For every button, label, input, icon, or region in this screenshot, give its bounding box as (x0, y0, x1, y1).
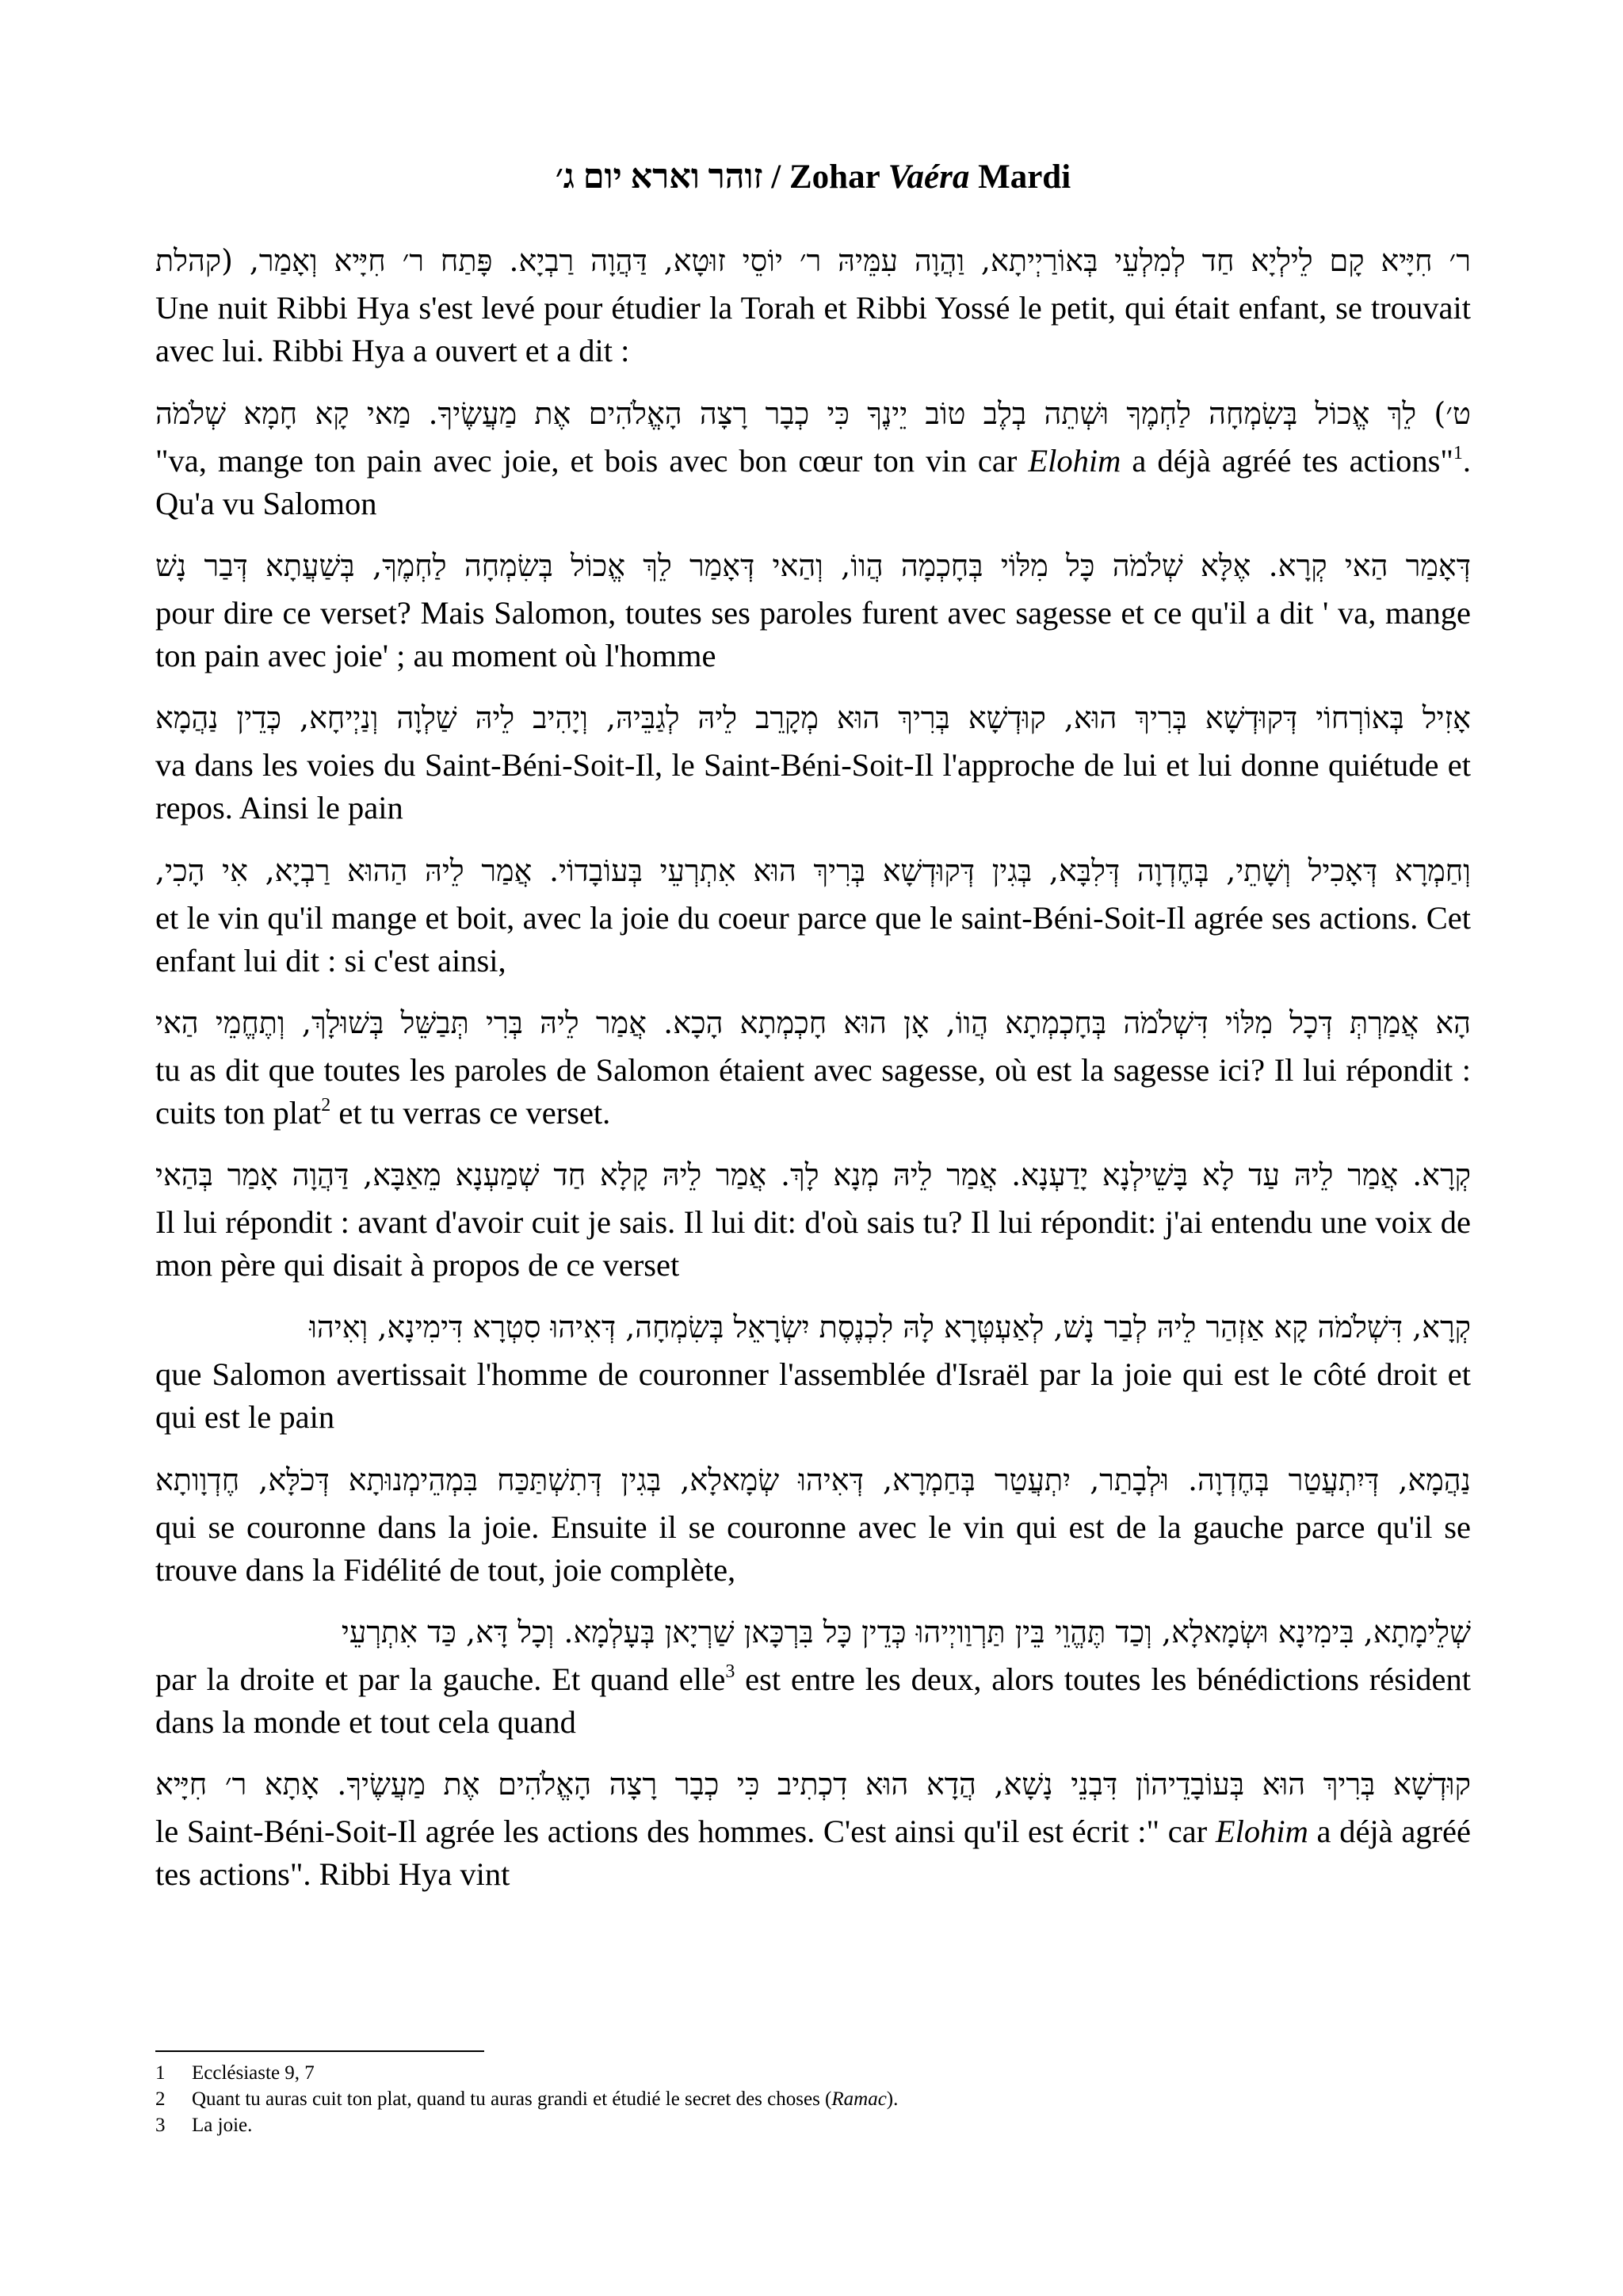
french-translation: et le vin qu'il mange et boit, avec la joie du coeur parce que le saint-Béni-Soit-Il agrée ses actions. Cet enfant lui dit : si c'est ainsi, (155, 900, 1471, 978)
french-text: par la droite et par la gauche. Et quand elle (155, 1661, 726, 1697)
footnote-3 (155, 2112, 1471, 2138)
french-text: "va, mange ton pain avec joie, et bois avec bon cœur ton vin car (155, 443, 1029, 479)
paragraph-8 (155, 1304, 1471, 1439)
footnote-text: Ecclésiaste 9, 7 (192, 2062, 315, 2084)
footnote-ref[interactable]: 3 (725, 1661, 735, 1682)
paragraph-6 (155, 1000, 1471, 1135)
paragraph-1 (155, 238, 1471, 372)
hebrew-line: נַהֲמָא, דְּיִתְעֲטַר בְּחֶדְוָה. וּלְבָתַר, יִתְעֲטַר בְּחַמְרָא, דְּאִיהוּ שְׂמָאלָא, בְּגִין דְּתִשְׁתַּכַּח בִּמְהֵימְנוּתָא דְּכֹלָּא, חֶדְוָותָא (155, 1463, 1471, 1497)
footnotes (155, 2060, 1471, 2138)
footnote-number: 2 (155, 2088, 166, 2110)
french-text: a déjà agréé tes actions" (1121, 443, 1453, 479)
footnote-2 (155, 2086, 1471, 2112)
french-text: et tu verras ce verset. (330, 1095, 611, 1131)
paragraph-10 (155, 1609, 1471, 1744)
hebrew-line: הָא אֲמַרְתְּ דְּכָל מִלּוֹי דִּשְׁלֹמֹה בְּחָכְמְתָא הֲווֹ, אָן הוּא חָכְמְתָא הָכָא. אֲמַר לֵיהּ בְּרִי תְּבַשֵּׁל בְּשׁוּלָךְ, וְתֶחֱמֵי הַאי (155, 1005, 1471, 1040)
paragraph-2 (155, 391, 1471, 525)
footnote-number: 1 (155, 2062, 166, 2084)
hebrew-line: קְרָא, דִּשְׁלֹמֹה קָא אַזְהַר לֵיהּ לְבַר נָשׁ, לְאַעְטְּרָא לָהּ לִכְנֶסֶת יִשְׂרָאֵל בְּשִׂמְחָה, דְּאִיהוּ סִטְרָא דִּימִינָא, וְאִיהוּ (309, 1310, 1471, 1344)
french-text: tu as dit que toutes les paroles de Salomon étaient avec sagesse, où est la sagesse ici? Il lui répondit : cuits ton plat (155, 1052, 1471, 1131)
document-page (155, 0, 1471, 2296)
french-translation: qui se couronne dans la joie. Ensuite il se couronne avec le vin qui est de la gauche parce qu'il se trouve dans la Fidélité de tout, joie complète, (155, 1509, 1471, 1588)
hebrew-line: ט׳) לֵךְ אֱכוֹל בְּשִׂמְחָה לַחְמֶךָ וּשְׁתֵה בְלֶב טוֹב יֵינֶךָ כִּי כְבָר רָצָה הָאֱלֹהִים אֶת מַעֲשֶׂיךָ. מַאי קָא חָמָא שְׁלֹמֹה (155, 396, 1471, 431)
paragraph-4 (155, 695, 1471, 830)
french-text: a déjà agréé tes actions". Ribbi Hya vint (155, 1814, 1471, 1892)
french-translation: va dans les voies du Saint-Béni-Soit-Il, le Saint-Béni-Soit-Il l'approche de lui et lui donne quiétude et repos. Ainsi le pain (155, 747, 1471, 826)
french-translation: pour dire ce verset? Mais Salomon, toutes ses paroles furent avec sagesse et ce qu'il a dit ' va, mange ton pain avec joie' ; au moment où l'homme (155, 595, 1471, 673)
french-text: le Saint-Béni-Soit-Il agrée les actions des hommes. C'est ainsi qu'il est écrit :" car (155, 1814, 1216, 1849)
footnote-text: ). (886, 2088, 899, 2110)
footnote-text: Quant tu auras cuit ton plat, quand tu auras grandi et étudié le secret des choses ( (192, 2088, 832, 2110)
french-translation: Il lui répondit : avant d'avoir cuit je sais. Il lui dit: d'où sais tu? Il lui répondit: j'ai entendu une voix de mon père qui disait à propos de ce verset (155, 1204, 1471, 1283)
french-translation: Une nuit Ribbi Hya s'est levé pour étudier la Torah et Ribbi Yossé le petit, qui était enfant, se trouvait avec lui. Ribbi Hya a ouvert et a dit : (155, 290, 1471, 368)
french-translation: que Salomon avertissait l'homme de couronner l'assemblée d'Israël par la joie qui est le côté droit et qui est le pain (155, 1356, 1471, 1435)
title-hebrew: זוהר וארא יום ג׳ (555, 158, 763, 196)
paragraph-7 (155, 1152, 1471, 1287)
paragraph-3 (155, 543, 1471, 677)
footnote-separator (155, 2050, 484, 2052)
paragraph-9 (155, 1457, 1471, 1592)
hebrew-line: ר׳ חִיָּיא קָם לֵילְיָא חַד לְמִלְעֵי בְּאוֹרַיְיתָא, וַהֲוָה עִמֵּיהּ ר׳ יוֹסֵי זוּטָא, דַּהֲוָה רַבְיָא. פָּתַח ר׳ חִיָּיא וְאָמַר, (קהלת (155, 243, 1471, 278)
hebrew-line: קוּדְשָׁא בְּרִיךְ הוּא בְּעוֹבָדֵיהוֹן דִּבְנֵי נָשָׁא, הֲדָא הוּא דִכְתִיב כִּי כְבָר רָצָה הָאֱלֹהִים אֶת מַעֲשֶׂיךָ. אָתָא ר׳ חִיָּיא (155, 1767, 1471, 1802)
title-vaera: Vaéra (888, 158, 970, 196)
footnote-number: 3 (155, 2115, 166, 2136)
title-zohar: Zohar (789, 158, 888, 196)
hebrew-line: שְׁלֵימָתָא, בִּימִינָא וּשְׂמָאלָא, וְכַד תֶּהֱוֵי בֵּין תַּרְוַויְיהוּ כְּדֵין כָּל בִּרְכָּאן שַׁרְיָאן בְּעָלְמָא. וְכָל דָּא, כַּד אִתְרְעֵי (341, 1615, 1471, 1650)
page-title (155, 155, 1471, 200)
footnote-1 (155, 2060, 1471, 2086)
paragraph-5 (155, 848, 1471, 982)
hebrew-line: אָזִיל בְּאוֹרְחוֹי דְּקוּדְשָׁא בְּרִיךְ הוּא, קוּדְשָׁא בְּרִיךְ הוּא מְקָרֵב לֵיהּ לְגַבֵּיהּ, וְיָהִיב לֵיהּ שַׁלְוָה וְנַיְיחָא, כְּדֵין נַהֲמָא (155, 700, 1471, 735)
french-italic: Elohim (1028, 443, 1121, 479)
title-separator: / (762, 158, 789, 196)
hebrew-line: דְּאָמַר הַאי קְרָא. אֶלָּא שְׁלֹמֹה כָּל מִלּוֹי בְּחָכְמָה הֲווֹ, וְהַאי דְּאָמַר לֵךְ אֱכוֹל בְּשִׂמְחָה לַחְמֶךָ, בְּשַׁעֲתָא דְּבַר נָשׁ (155, 548, 1471, 583)
footnote-ref[interactable]: 2 (321, 1095, 331, 1116)
french-italic: Elohim (1215, 1814, 1308, 1849)
footnote-text: La joie. (192, 2115, 253, 2136)
french-text: est entre les deux, alors toutes les bénédictions résident dans la monde et tout cela quand (155, 1661, 1471, 1740)
french-translation (155, 1049, 1471, 1135)
title-day: Mardi (969, 158, 1071, 196)
french-text: . Qu'a vu Salomon (155, 443, 1471, 521)
hebrew-line: וְחַמְרָא דְּאָכִיל וְשָׁתֵי, בְּחֶדְוָה דְּלִבָּא, בְּגִין דְּקוּדְשָׁא בְּרִיךְ הוּא אִתְרְעֵי בְּעוֹבָדוֹי. אֲמַר לֵיהּ הַהוּא רַבְיָא, אִי הָכִי, (155, 853, 1471, 888)
footnote-ref[interactable]: 1 (1453, 443, 1463, 463)
footnote-italic: Ramac (831, 2088, 887, 2110)
hebrew-line: קְרָא. אֲמַר לֵיהּ עַד לָא בָּשֵׁילְנָא יָדַעְנָא. אֲמַר לֵיהּ מְנָא לָךְ. אֲמַר לֵיהּ קָלָא חַד שְׁמַעְנָא מֵאַבָּא, דַּהֲוָה אָמַר בְּהַאי (155, 1158, 1471, 1192)
french-translation (155, 1810, 1471, 1896)
paragraph-11 (155, 1761, 1471, 1896)
french-translation (155, 440, 1471, 525)
french-translation (155, 1658, 1471, 1744)
